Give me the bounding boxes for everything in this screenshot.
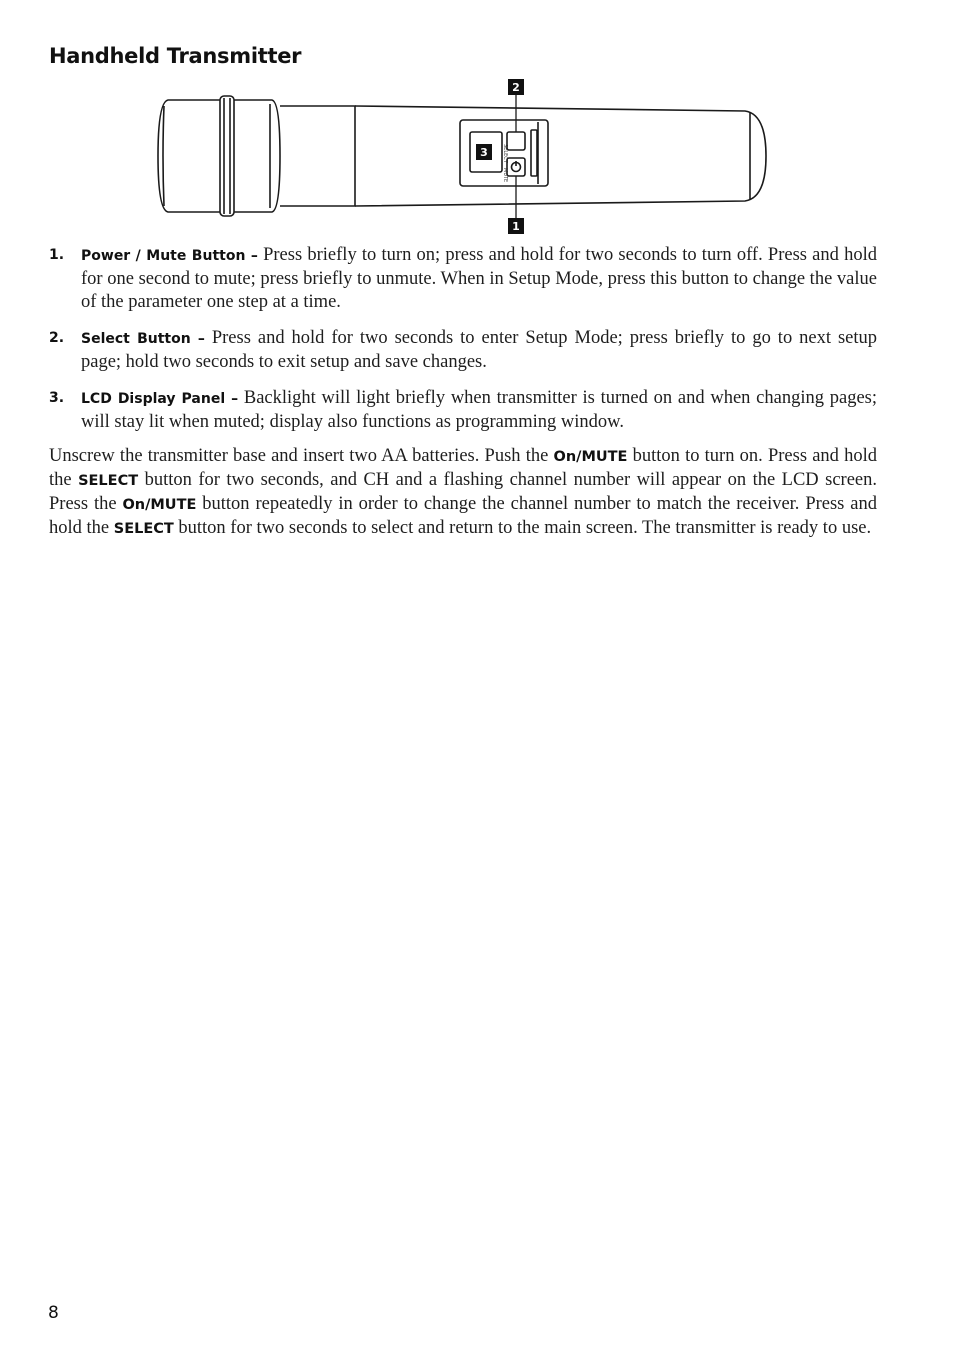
item-term: LCD Display Panel – bbox=[81, 391, 239, 407]
page-number: 8 bbox=[48, 1303, 59, 1323]
item-number: 1. bbox=[49, 247, 65, 263]
paragraph-text: button for two seconds, and CH and a flashing channel number will appear on the LCD screen. Press the bbox=[49, 470, 877, 514]
item-body bbox=[81, 387, 877, 434]
transmitter-diagram bbox=[150, 76, 780, 236]
keyword-select: SELECT bbox=[113, 521, 174, 537]
callout-2 bbox=[508, 79, 524, 95]
callout-1 bbox=[508, 218, 524, 234]
button-description-list bbox=[49, 244, 877, 447]
keyword-on-mute: On/MUTE bbox=[553, 449, 628, 465]
instructions-paragraph bbox=[49, 445, 877, 541]
item-body bbox=[81, 327, 877, 374]
page-title: Handheld Transmitter bbox=[49, 44, 302, 68]
paragraph-text: button to turn on. Press and hold the bbox=[49, 446, 877, 490]
callout-2-label: 2 bbox=[512, 81, 520, 94]
callout-3-label: 3 bbox=[480, 146, 488, 159]
svg-text:SELECT: SELECT bbox=[502, 144, 508, 163]
item-text: Press briefly to turn on; press and hold for two seconds to turn off. Press and hold for one second to mute; press briefly to unmute. When in Setup Mode, press this button to change the value of the parameter one step at a time. bbox=[81, 245, 878, 312]
paragraph-text: button for two seconds to select and return to the main screen. The transmitter is ready to use. bbox=[173, 518, 872, 538]
list-item bbox=[49, 387, 877, 434]
item-text: Press and hold for two seconds to enter Setup Mode; press briefly to go to next setup page; hold two seconds to exit setup and save changes. bbox=[81, 328, 878, 372]
item-term: Power / Mute Button – bbox=[81, 248, 258, 264]
callout-1-label: 1 bbox=[512, 220, 520, 233]
item-text: Backlight will light briefly when transmitter is turned on and when changing pages; will stay lit when muted; display also functions as programming window. bbox=[81, 388, 877, 432]
list-item bbox=[49, 244, 877, 314]
list-item bbox=[49, 327, 877, 374]
keyword-select: SELECT bbox=[78, 473, 139, 489]
paragraph-text: button repeatedly in order to change the channel number to match the receiver. Press and hold the bbox=[49, 494, 877, 538]
paragraph-text: Unscrew the transmitter base and insert two AA batteries. Push the bbox=[49, 446, 554, 466]
keyword-on-mute: On/MUTE bbox=[122, 497, 197, 513]
item-body bbox=[81, 244, 877, 314]
item-term: Select Button – bbox=[81, 331, 205, 347]
item-number: 2. bbox=[49, 330, 65, 346]
svg-text:MUTE: MUTE bbox=[502, 168, 508, 183]
item-number: 3. bbox=[49, 390, 65, 406]
callout-3 bbox=[476, 144, 492, 160]
